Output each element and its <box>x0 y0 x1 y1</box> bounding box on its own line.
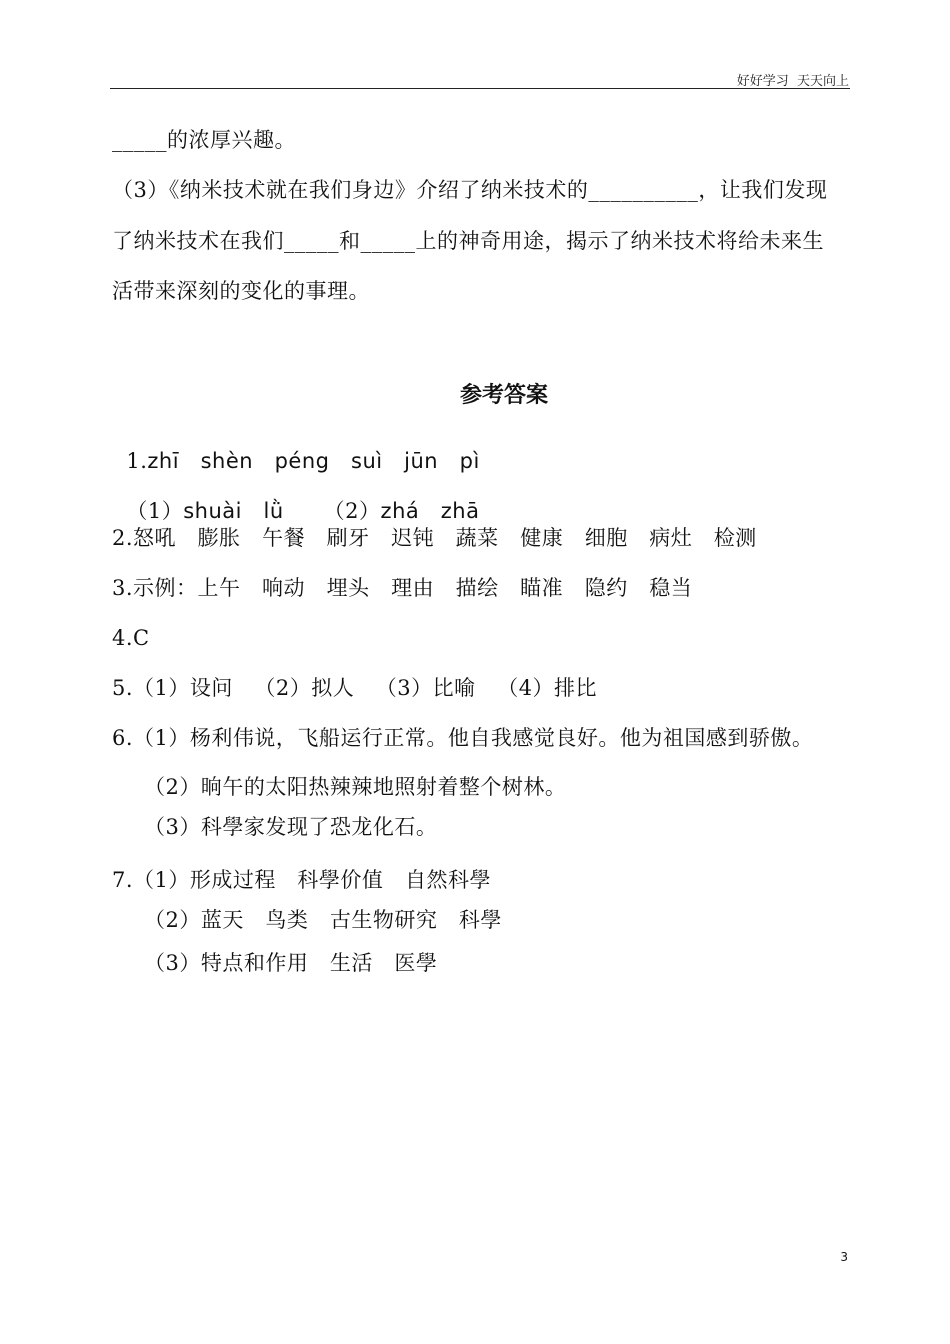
answer-1 <box>112 430 480 472</box>
answer-6-3: （3）科學家发现了恐龙化石。 <box>144 815 438 839</box>
answer-5: 5.（1）设问 （2）拟人 （3）比喻 （4）排比 <box>112 676 598 700</box>
answer-1-sub1-pinyin: shuài lǜ <box>183 499 284 523</box>
answers-title: 参考答案 <box>459 382 548 408</box>
answer-4: 4.C <box>112 626 150 650</box>
header-rule <box>110 88 850 89</box>
answer-7-2: （2）蓝天 鸟类 古生物研究 科學 <box>144 908 502 932</box>
passage-line-2: （3）《纳米技术就在我们身边》介绍了纳米技术的__________，让我们发现 <box>112 178 828 202</box>
answer-1-prefix: 1. <box>126 449 148 473</box>
answer-7-3: （3）特点和作用 生活 医學 <box>144 951 438 975</box>
answer-1-sub2-pinyin: zhá zhā <box>380 499 480 523</box>
answer-1-sub1-label: （1） <box>126 499 184 523</box>
answer-2: 2.怒吼 膨胀 午餐 刷牙 迟钝 蔬菜 健康 细胞 病灶 检测 <box>112 526 757 550</box>
answer-6-2: （2）晌午的太阳热辣辣地照射着整个树林。 <box>144 775 567 799</box>
answer-1-pinyin: zhī shèn péng suì jūn pì <box>147 449 480 473</box>
answer-6-1: 6.（1）杨利伟说，飞船运行正常。他自我感觉良好。他为祖国感到骄傲。 <box>112 726 814 750</box>
header-text: 好好学习 天天向上 <box>736 74 849 89</box>
passage-line-1: _____的浓厚兴趣。 <box>112 128 296 152</box>
passage-line-4: 活带来深刻的变化的事理。 <box>112 279 370 303</box>
answer-1-subitems <box>112 480 479 522</box>
page-number: 3 <box>840 1250 848 1264</box>
passage-line-3: 了纳米技术在我们_____和_____上的神奇用途，揭示了纳米技术将给未来生 <box>112 229 824 253</box>
answer-1-sub2-label: （2） <box>323 499 381 523</box>
answer-3: 3.示例：上午 响动 埋头 理由 描绘 瞄准 隐约 稳当 <box>112 576 693 600</box>
answer-7-1: 7.（1）形成过程 科學价值 自然科學 <box>112 868 491 892</box>
